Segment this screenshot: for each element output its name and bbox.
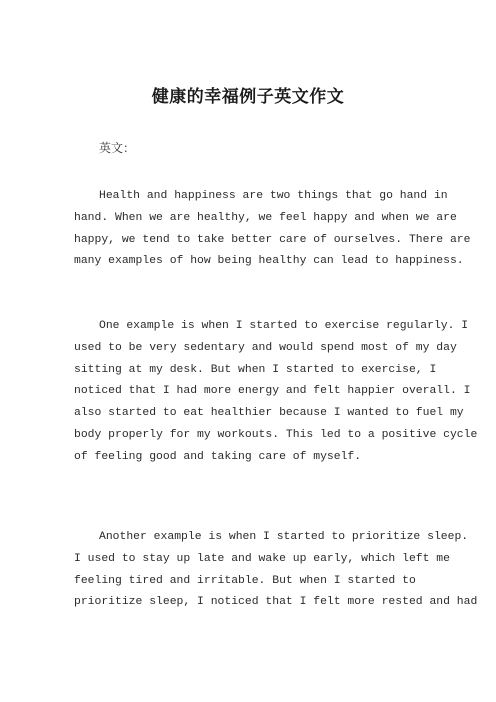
paragraph-3 bbox=[74, 527, 478, 614]
document-title: 健康的幸福例子英文作文 bbox=[151, 87, 345, 107]
paragraph-line: hand. When we are healthy, we feel happy and when we are bbox=[74, 211, 457, 224]
paragraph-line: Another example is when I started to prioritize sleep. bbox=[99, 531, 469, 543]
paragraph-line: sitting at my desk. But when I started to exercise, I bbox=[74, 363, 437, 376]
section-label: 英文： bbox=[99, 141, 136, 155]
paragraph-line: also started to eat healthier because I wanted to fuel my bbox=[74, 407, 464, 420]
paragraph-line: happy, we tend to take better care of ourselves. There are bbox=[74, 233, 471, 246]
paragraph-line: of feeling good and taking care of myself. bbox=[74, 450, 362, 463]
paragraph-line: many examples of how being healthy can lead to happiness. bbox=[74, 255, 464, 268]
paragraph-line: Health and happiness are two things that go hand in bbox=[99, 190, 448, 202]
paragraph-line: prioritize sleep, I noticed that I felt more rested and had bbox=[74, 596, 478, 609]
paragraph-line: One example is when I started to exercise regularly. I bbox=[99, 320, 469, 332]
paragraph-line: I used to stay up late and wake up early, which left me bbox=[74, 552, 450, 565]
paragraph-2 bbox=[74, 316, 478, 469]
paragraph-line: feeling tired and irritable. But when I started to bbox=[74, 574, 416, 587]
paragraph-line: noticed that I had more energy and felt happier overall. I bbox=[74, 385, 471, 398]
paragraph-line: body properly for my workouts. This led to a positive cycle bbox=[74, 428, 478, 441]
paragraph-1 bbox=[74, 186, 471, 273]
paragraph-line: used to be very sedentary and would spend most of my day bbox=[74, 341, 457, 354]
